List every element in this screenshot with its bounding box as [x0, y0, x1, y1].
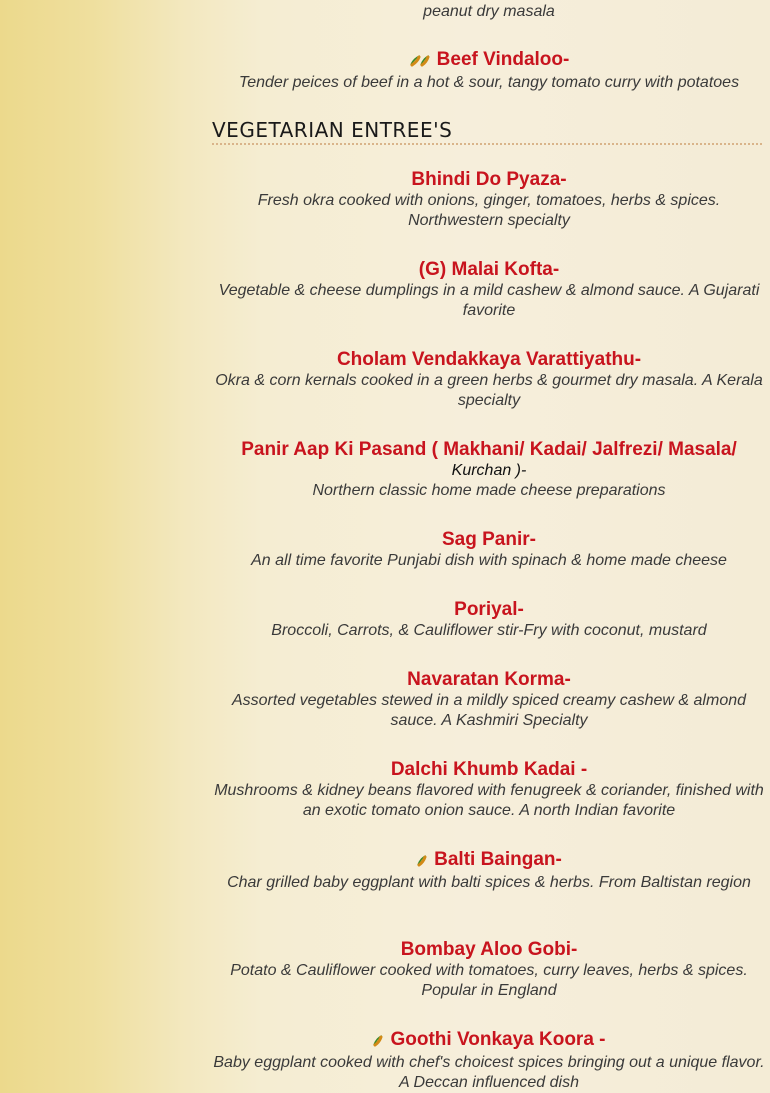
menu-item [212, 759, 766, 821]
dish-name: Goothi Vonkaya Koora - [390, 1029, 606, 1050]
dish-description: Broccoli, Carrots, & Cauliflower stir-Fry with coconut, mustard [271, 622, 707, 639]
section-title: VEGETARIAN ENTREE'S [212, 118, 762, 145]
dish-description: Tender peices of beef in a hot & sour, tangy tomato curry with potatoes [238, 74, 740, 91]
dish-description: Okra & corn kernals cooked in a green herbs & gourmet dry masala. A Kerala specialty [215, 372, 763, 409]
dish-name-continued: Kurchan )- [451, 462, 527, 479]
dish-name: Poriyal- [454, 599, 524, 620]
dish-name: Balti Baingan- [434, 849, 562, 870]
dish-name: Cholam Vendakkaya Varattiyathu- [336, 349, 642, 370]
chili-icon [372, 1031, 384, 1053]
menu-item [212, 349, 766, 411]
dish-name: Dalchi Khumb Kadai - [390, 759, 588, 780]
dish-name: Panir Aap Ki Pasand ( Makhani/ Kadai/ Jalfrezi/ Masala/ [241, 439, 737, 460]
dish-description: Char grilled baby eggplant with balti spices & herbs. From Baltistan region [227, 874, 751, 891]
menu-item [212, 259, 766, 321]
menu-item [212, 169, 766, 231]
dish-name: Bombay Aloo Gobi- [400, 939, 578, 960]
menu-item [212, 939, 766, 1001]
dish-description: Fresh okra cooked with onions, ginger, tomatoes, herbs & spices. Northwestern specialty [257, 192, 721, 229]
dish-description: Northern classic home made cheese preparations [312, 482, 666, 499]
menu-item [212, 529, 766, 571]
double-chili-icon [409, 51, 431, 73]
dish-description: Vegetable & cheese dumplings in a mild cashew & almond sauce. A Gujarati favorite [218, 282, 760, 319]
menu-item [212, 599, 766, 641]
dish-name: (G) Malai Kofta- [418, 259, 560, 280]
dish-description: An all time favorite Punjabi dish with spinach & home made cheese [251, 552, 727, 569]
menu-item [212, 669, 766, 731]
menu-item [212, 439, 766, 501]
menu-item [212, 849, 766, 893]
dish-name: Beef Vindaloo- [436, 49, 570, 70]
dish-name: Navaratan Korma- [407, 669, 571, 690]
menu-item-beef-vindaloo [212, 49, 766, 93]
menu-item [212, 1029, 766, 1093]
dish-name: Bhindi Do Pyaza- [411, 169, 567, 190]
partial-description: peanut dry masala [423, 3, 555, 20]
dish-description: Assorted vegetables stewed in a mildly spiced creamy cashew & almond sauce. A Kashmiri Specialty [231, 692, 747, 729]
dish-name: Sag Panir- [442, 529, 536, 550]
dish-description: Baby eggplant cooked with chef's choicest spices bringing out a unique flavor. A Deccan influenced dish [213, 1054, 765, 1091]
dish-description: Potato & Cauliflower cooked with tomatoes, curry leaves, herbs & spices. Popular in England [230, 962, 748, 999]
chili-icon [416, 851, 428, 873]
dish-description: Mushrooms & kidney beans flavored with fenugreek & coriander, finished with an exotic tomato onion sauce. A north Indian favorite [214, 782, 764, 819]
